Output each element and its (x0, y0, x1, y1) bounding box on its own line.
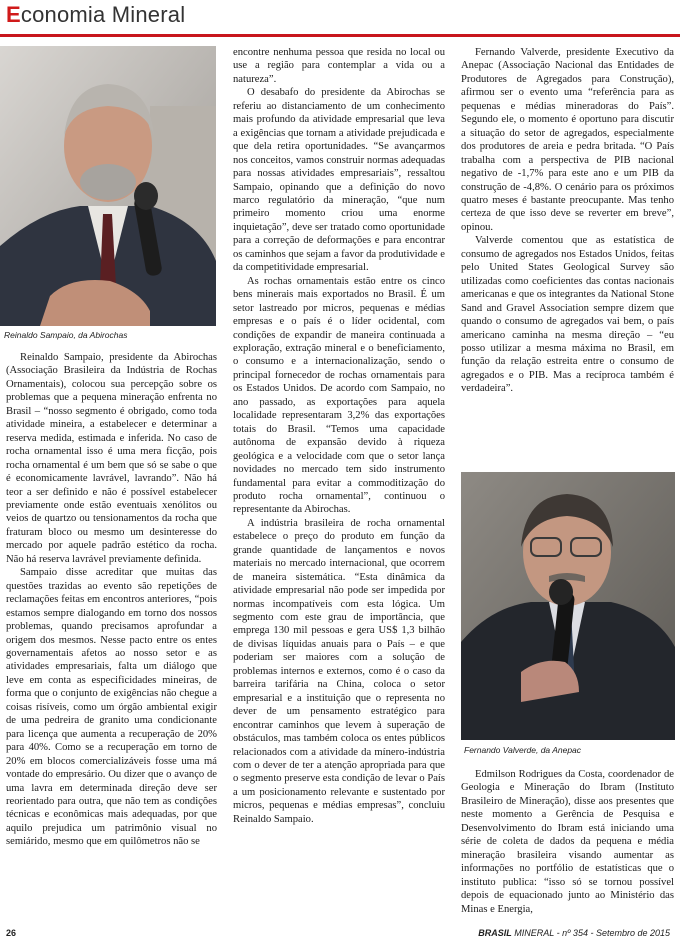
paragraph: Fernando Valverde, presidente Executivo da Anepac (Associação Nacional das Entidades de Produtores de Agregados para Construção), afirmou ser o evento uma “referência para as pequenas e médias mineradoras do País”. Segundo ele, o momento é oportuno para discutir a situação do setor de agregados, especialmente dos produtores de areia e pedra britada. “O País trabalha com a perspectiva de PIB nacional negativo de -1,7% para este ano e um PIB da construção de -4,8%. O cenário para os próximos quatro meses é bastante preocupante. Mas tenho certeza de que isso deve se reverter em breve”, opinou. (461, 47, 674, 233)
article-column-3-bottom (461, 768, 674, 916)
magazine-name: BRASIL (478, 928, 512, 938)
paragraph: Sampaio disse acreditar que muitas das questões trazidas ao evento são repetições de reclamações feitas em encontros anteriores, “pois estamos sempre dialogando em torno dos nossos problemas, quando precisamos aprofundar a origem dos mesmos. Nesse pacto entre os entes governamentais afetos ao nosso setor e as atividades empresariais, falta um diálogo que leve em conta as especificidades mineiras, de forma que o conjunto de exigências não chegue a coisas risíveis, como um órgão ambiental exigir de uma pedreira de granito uma condicionante para licença que aumenta a recuperação de 20% para 40%. Como se a recuperação em torno de 20% em blocos comercializáveis fosse uma má vontade do empresário. Ou dizer que o avanço de uma lavra em determinada direção deve ser reorientado para outra, que não tem as condições técnicas e econômicas mais adequadas, por que aquilo prejudica um patrimônio visual no semiárido, mesmo que em quilômetros não se (6, 567, 217, 848)
magazine-issue-text: MINERAL - nº 354 - Setembro de 2015 (511, 928, 670, 938)
paragraph: A indústria brasileira de rocha ornamental estabelece o preço do produto em função da grande quantidade de lançamentos e novos materiais no mercado internacional, que ocorrem de maneira sistemática. “Esta dinâmica da atividade empresarial não pode ser impedida por normas incompatíveis com esta lógica. Um segmento com este grau de importância, que emprega 130 mil pessoas e gera US$ 1,3 bilhão de divisas líquidas anuais para o País – e que poderiam ser maiores com a solução de problemas internos e externos, como é o caso da barreira tarifária na China, coloca o setor empresarial e a instituição que o representa no dever de um pensamento estratégico para encontrar caminhos que levem à superação de obstáculos, mas também coloca os entes públicos relacionados com a atividade da mínero-indústria com o dever de ter a atenção apropriada para que o segmento preserve esta condição de levar o País a um posicionamento relevante e sustentado por micros, pequenas e médias empresas”, concluiu Reinaldo Sampaio. (233, 517, 445, 825)
paragraph: Valverde comentou que as estatística de consumo de agregados nos Estados Unidos, feitas pelo United States Geological Survey são utilizadas como coeficientes das contas nacionais americanas e que os integrantes da National Stone Sand and Gravel Association sempre dizem que quando o consumo de agregados vai bem, o país americano caminha na mesma direção – “eu posso utilizar a mesma máxima no Brasil, em função da relação estreita entre o consumo de agregados e o PIB. Mas a recíproca também é verdadeira”. (461, 235, 674, 395)
section-title (6, 2, 185, 28)
magazine-issue (478, 928, 670, 938)
paragraph: Reinaldo Sampaio, presidente da Abirochas (Associação Brasileira da Indústria de Rochas Ornamentais), colocou sua percepção sobre os problemas que a pequena mineração enfrenta no Brasil – “nosso segmento é obrigado, como toda atividade mineira, a estabelecer e determinar a reserva medida, estimada e inferida. No caso de rocha ornamental isso é uma mera ficção, pois rocha ornamental é um bem que só se sabe o que é economicamente lavrável, lavrando”. Não há teor a ser definido e não é possível estabelecer previamente onde estão eventuais xenólitos ou veios de quartzo ou tensionamentos da rocha que fraturam bloco ou mesmo um desinteresse do mercado por aquele padrão estético da rocha. Não há reserva lavrável previamente definida. (6, 352, 217, 565)
photo-caption-valverde: Fernando Valverde, da Anepac (464, 745, 582, 755)
photo-caption-sampaio: Reinaldo Sampaio, da Abirochas (4, 330, 128, 340)
paragraph: Edmilson Rodrigues da Costa, coordenador de Geologia e Mineração do Ibram (Instituto Brasileiro de Mineração), disse aos presentes que neste momento a Gerência de Pesquisa e Desenvolvimento do Ibram está iniciando uma série de coleta de dados da pequena e média mineração brasileira visando aumentar as informações no portfólio de estatísticas que o instituto publica: “isso só se tornou possível depois de equacionado junto ao Ministério das Minas e Energia, (461, 769, 674, 915)
section-title-initial: E (6, 2, 21, 27)
paragraph: As rochas ornamentais estão entre os cinco bens minerais mais exportados no Brasil. É um setor lastreado por micros, pequenas e médias empresas e o país é o líder ocidental, com condições de expandir de maneira continuada a exploração, extração mineral e o beneficiamento, o consumo e a internacionalização, sendo o principal fornecedor de rochas ornamentais para os Estados Unidos. De acordo com Sampaio, no ano passado, as exportações para aquela localidade representaram 3,2% das exportações totais do Brasil. “Temos uma capacidade autônoma de expansão devido à riqueza geológica e a velocidade com que o setor lança novidades no mercado tem sido instrumento fundamental para evitar a commoditização do produto rocha ornamental”, continuou o representante da Abirochas. (233, 275, 445, 516)
section-rule (0, 34, 680, 37)
section-title-rest: conomia Mineral (20, 2, 186, 27)
article-column-2 (233, 46, 445, 826)
paragraph: O desabafo do presidente da Abirochas se referiu ao distanciamento de um conhecimento mais profundo da atividade empresarial que leva a exigências que tornam a atividade prejudicada e que dela retira oportunidades. “Se avançarmos nos conceitos, vamos construir normas adequadas para nossas atividades empresariais”, ressaltou Sampaio, opinando que a definição do novo marco regulatório da mineração, “que num primeiro momento criou uma enorme inquietação”, deve ser tratado como oportunidade para a correção de deformações e para encontrar os caminhos que sejam a favor da produtividade e da competitividade empresarial. (233, 87, 445, 274)
page-number: 26 (6, 928, 17, 938)
photo-fernando-valverde (461, 472, 675, 740)
article-column-1 (6, 351, 217, 849)
article-column-3-top (461, 46, 674, 396)
photo-reinaldo-sampaio (0, 46, 216, 326)
paragraph: encontre nenhuma pessoa que resida no local ou use a região para contemplar a vida ou a natureza”. (233, 47, 445, 85)
